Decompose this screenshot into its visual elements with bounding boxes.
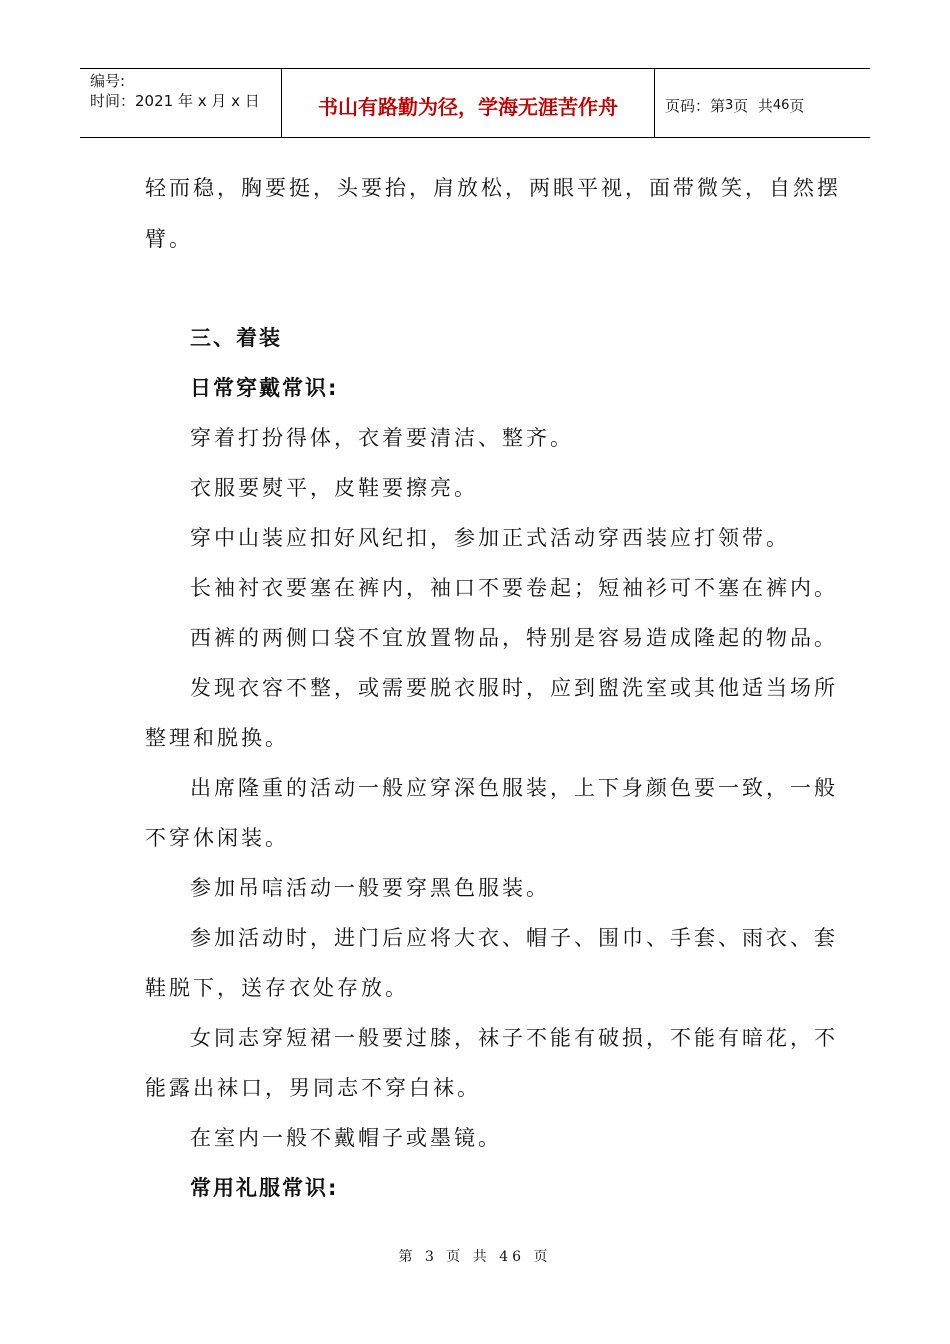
header-meta bbox=[80, 69, 282, 137]
body-line: 出席隆重的活动一般应穿深色服装，上下身颜色要一致，一般 bbox=[190, 776, 838, 800]
date-line: 时间：2021 年 x 月 x 日 bbox=[90, 92, 260, 110]
body-line: 参加活动时，进门后应将大衣、帽子、围巾、手套、雨衣、套 bbox=[190, 926, 838, 950]
body-line: 整理和脱换。 bbox=[145, 726, 289, 750]
body-line: 女同志穿短裙一般要过膝，袜子不能有破损，不能有暗花，不 bbox=[190, 1026, 838, 1050]
header-motto: 书山有路勤为径，学海无涯苦作舟 bbox=[282, 69, 655, 137]
page-mid: 页 共 bbox=[733, 96, 773, 115]
page-total: 46 bbox=[772, 97, 790, 113]
code-label: 编号: bbox=[90, 72, 126, 90]
body-line: 参加吊唁活动一般要穿黑色服装。 bbox=[190, 876, 550, 900]
body-line: 穿中山装应扣好风纪扣，参加正式活动穿西装应打领带。 bbox=[190, 526, 790, 550]
subsection-heading: 日常穿戴常识: bbox=[190, 376, 339, 400]
header-page-info bbox=[655, 69, 870, 137]
subsection-heading: 常用礼服常识: bbox=[190, 1176, 339, 1200]
body-line: 不穿休闲装。 bbox=[145, 826, 289, 850]
body-line: 发现衣容不整，或需要脱衣服时，应到盥洗室或其他适当场所 bbox=[190, 676, 838, 700]
section-heading: 三、着装 bbox=[190, 326, 282, 350]
body-line: 在室内一般不戴帽子或墨镜。 bbox=[190, 1126, 502, 1150]
body-line: 西裤的两侧口袋不宜放置物品，特别是容易造成隆起的物品。 bbox=[190, 626, 838, 650]
body-line: 长袖衬衣要塞在裤内，袖口不要卷起；短袖衫可不塞在裤内。 bbox=[190, 576, 838, 600]
page-suffix: 页 bbox=[789, 96, 805, 115]
body-line: 衣服要熨平，皮鞋要擦亮。 bbox=[190, 476, 478, 500]
page-footer: 第 3 页 共 46 页 bbox=[398, 1249, 552, 1265]
body-line: 轻而稳，胸要挺，头要抬，肩放松，两眼平视，面带微笑，自然摆 bbox=[145, 176, 841, 200]
body-line: 穿着打扮得体，衣着要清洁、整齐。 bbox=[190, 426, 574, 450]
page-number: 3 bbox=[725, 97, 734, 113]
body-line: 能露出袜口，男同志不穿白袜。 bbox=[145, 1076, 481, 1100]
body-line: 臂。 bbox=[145, 227, 193, 251]
body-line: 鞋脱下，送存衣处存放。 bbox=[145, 976, 409, 1000]
page-header bbox=[80, 68, 870, 138]
page-prefix: 页码：第 bbox=[665, 96, 726, 115]
